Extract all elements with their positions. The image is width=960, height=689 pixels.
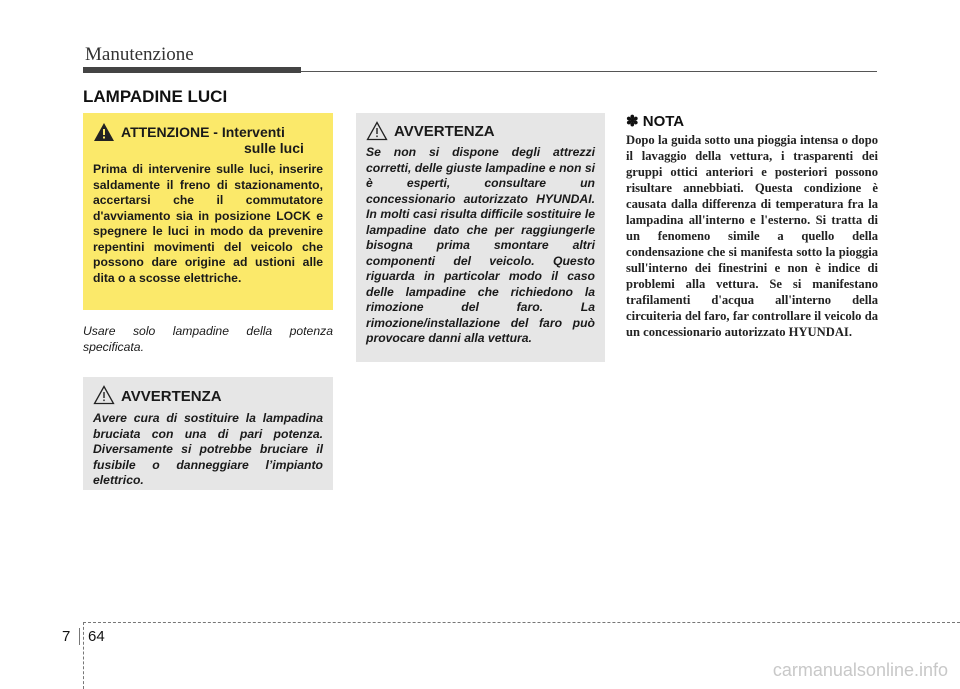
chapter-number: 7 xyxy=(62,628,71,645)
nota-symbol-icon: ✽ xyxy=(626,113,639,130)
nota-body: Dopo la guida sotto una pioggia intensa o dopo il lavaggio della vettura, i trasparenti dei gruppi ottici anteriori e posteriori possono risultare annebbiati. Questa condizione è causata dalla differenza di temperatura fra la lampadina all'interno e l'esterno. Si tratta di un fenomeno simile a quello della condensazione che si manifesta sotto la pioggia sull'interno dei finestrini e non è indice di problemi alla vettura. Se si manifestano trafilamenti d'acqua all'interno della circuiteria del faro, far controllare il veicolo da un concessionario autorizzato HYUNDAI. xyxy=(626,133,878,339)
caution-header xyxy=(93,122,323,156)
warning-title: AVVERTENZA xyxy=(121,388,222,405)
header-rule xyxy=(301,71,877,72)
warning-box-fuse xyxy=(83,377,333,490)
section-title: LAMPADINE LUCI xyxy=(83,87,228,106)
warning-icon xyxy=(366,121,388,141)
warning-box-tools xyxy=(356,113,605,362)
footer-vertical-rule xyxy=(83,622,84,689)
nota-label: NOTA xyxy=(642,113,685,130)
warning-title: AVVERTENZA xyxy=(394,123,495,140)
page-number: 64 xyxy=(88,628,105,645)
header-bar xyxy=(83,67,301,73)
main-text: Usare solo lampadine della potenza specificata. xyxy=(83,324,333,354)
caution-title-line2: sulle luci xyxy=(244,140,304,156)
nota-title xyxy=(626,112,684,130)
warning-body: Avere cura di sostituire la lampadina bruciata con una di pari potenza. Diversamente si potrebbe bruciare il fusibile o danneggiare l’impianto elettrico. xyxy=(93,411,323,487)
warning-icon xyxy=(93,385,115,405)
warning-header xyxy=(93,385,323,405)
page-separator xyxy=(79,628,80,645)
caution-title xyxy=(121,122,304,156)
watermark: carmanualsonline.info xyxy=(772,660,948,680)
caution-body: Prima di intervenire sulle luci, inserire saldamente il freno di stazionamento, accertarsi che il commutatore d'avviamento sia in posizione LOCK e spegnere le luci in modo da prevenire repentini movimenti del veicolo che possono dare origine ad ustioni alle dita o a scosse elettriche. xyxy=(93,162,323,285)
warning-icon xyxy=(93,122,115,142)
footer-rule xyxy=(83,622,960,623)
warning-header xyxy=(366,121,595,141)
warning-body: Se non si dispone degli attrezzi corretti, delle giuste lampadine e non si è esperti, consultare un concessionario autorizzato HYUNDAI. In molti casi risulta difficile sostituire le lampadine dato che per raggiungerle bisogna prima smontare altri componenti del veicolo. Questo riguarda in particolar modo il caso delle lampadine che richiedono la rimozione del faro. La rimozione/installazione del faro può provocare danni alla vettura. xyxy=(366,145,595,345)
caution-box xyxy=(83,113,333,310)
caution-title-line1: ATTENZIONE - Interventi xyxy=(121,124,285,140)
header-title: Manutenzione xyxy=(85,44,194,65)
